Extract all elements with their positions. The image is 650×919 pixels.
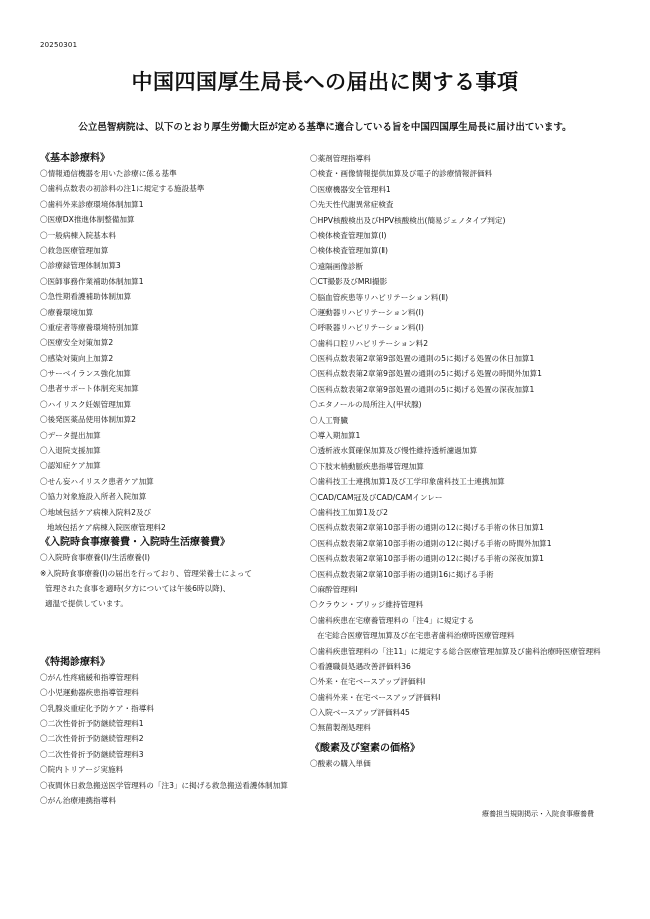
special-item: 〇脳血管疾患等リハビリテーション料(Ⅱ)	[310, 292, 449, 302]
basic-item: 〇療養環境加算	[40, 307, 94, 317]
special-item: 〇二次性骨折予防継続管理料3	[40, 749, 144, 759]
basic-item: 〇ハイリスク妊娠管理加算	[40, 399, 131, 409]
basic-item: 〇一般病棟入院基本料	[40, 230, 116, 240]
basic-item: 〇診療録管理体制加算3	[40, 261, 121, 271]
special-item: 〇検体検査管理加算(Ⅰ)	[310, 230, 387, 240]
special-item: 〇運動器リハビリテーション料(Ⅰ)	[310, 307, 424, 317]
basic-item: 〇急性期看護補助体制加算	[40, 292, 132, 302]
special-item: 〇導入期加算1	[310, 431, 361, 441]
special-item: 〇麻酔管理料Ⅰ	[310, 584, 358, 594]
special-item: 〇検査・画像情報提供加算及び電子的診療情報評価料	[310, 169, 493, 179]
special-item: 〇呼吸器リハビリテーション料(Ⅰ)	[310, 323, 424, 333]
special-item: 〇CAD/CAM冠及びCAD/CAMインレー	[310, 492, 443, 502]
basic-item: 〇後発医薬品使用体制加算2	[40, 415, 136, 425]
special-item: 〇人工腎臓	[310, 415, 348, 425]
basic-item: 〇協力対象施設入所者入院加算	[40, 492, 147, 502]
intro-text: 公立邑智病院は、以下のとおり厚生労働大臣が定める基準に適合している旨を中国四国厚生局長に届け出ています。	[78, 122, 572, 133]
special-item: 〇検体検査管理加算(Ⅱ)	[310, 246, 389, 256]
special-item: 〇がん性疼痛緩和指導管理料	[40, 672, 139, 682]
basic-item: 〇歯科点数表の初診料の注1に規定する施設基準	[40, 184, 205, 194]
special-item: 〇看護職員処遇改善評価料36	[310, 661, 411, 671]
basic-item: 〇医療DX推進体制整備加算	[40, 215, 135, 225]
footer-note: 療養担当規則掲示・入院食事療養費	[482, 810, 594, 818]
basic-item: 〇医療安全対策加算2	[40, 338, 114, 348]
special-item: 〇CT撮影及びMRI撮影	[310, 277, 388, 287]
basic-item: 〇救急医療管理加算	[40, 245, 109, 255]
left-column	[40, 151, 310, 808]
special-item: 〇医科点数表第2章第9部処置の通則の5に掲げる処置の時間外加算1	[310, 369, 542, 379]
basic-item: 〇データ提出加算	[40, 430, 101, 440]
page-title: 中国四国厚生局長への届出に関する事項	[131, 70, 519, 94]
special-item: 〇歯科疾患在宅療養管理料の「注4」に規定する	[310, 615, 475, 625]
special-item: 〇夜間休日救急搬送医学管理料の「注3」に掲げる救急搬送看護体制加算	[40, 780, 288, 790]
basic-item: 〇情報通信機器を用いた診療に係る基準	[40, 169, 177, 178]
special-item: 〇クラウン・ブリッジ維持管理料	[310, 600, 424, 610]
special-item: 〇歯科技工加算1及び2	[310, 507, 389, 517]
special-item: 〇二次性骨折予防継続管理料1	[40, 718, 144, 728]
basic-item: 〇感染対策向上加算2	[40, 353, 114, 363]
meal-heading: 《入院時食事療養費・入院時生活療養費》	[40, 537, 230, 549]
basic-heading: 《基本診療料》	[40, 153, 110, 164]
special-item: 〇無菌製剤処理料	[310, 723, 371, 733]
special-item: 〇入院ベースアップ評価料45	[310, 708, 410, 718]
special-item: 〇医科点数表第2章第10部手術の通則16に掲げる手術	[310, 569, 494, 579]
right-column	[310, 151, 610, 771]
basic-item: 〇歯科外来診療環境体制加算1	[40, 199, 144, 209]
document-date: 20250301	[40, 41, 78, 49]
special-item: 〇先天性代謝異常症検査	[310, 200, 394, 210]
oxygen-heading: 《酸素及び窒素の価格》	[310, 742, 420, 754]
basic-item: 〇入退院支援加算	[40, 446, 101, 456]
special-item: 〇二次性骨折予防継続管理料2	[40, 734, 144, 744]
special-heading: 《特掲診療料》	[40, 656, 110, 668]
special-item: 〇医科点数表第2章第10部手術の通則の12に掲げる手術の時間外加算1	[310, 538, 552, 548]
special-item: 〇医科点数表第2章第9部処置の通則の5に掲げる処置の休日加算1	[310, 354, 535, 364]
special-item: 〇歯科外来・在宅ベースアップ評価料Ⅰ	[310, 692, 441, 702]
special-item: 〇遠隔画像診断	[310, 261, 364, 271]
special-item: 〇医科点数表第2章第9部処置の通則の5に掲げる処置の深夜加算1	[310, 384, 535, 394]
special-item-continuation: 在宅総合医療管理加算及び在宅患者歯科治療時医療管理料	[317, 631, 515, 641]
basic-item: 〇せん妄ハイリスク患者ケア加算	[40, 476, 154, 486]
special-item: 〇HPV核酸検出及びHPV核酸検出(簡易ジェノタイプ判定)	[310, 215, 506, 225]
basic-item: 〇重症者等療養環境特別加算	[40, 322, 139, 332]
basic-item: 〇患者サポート体制充実加算	[40, 384, 139, 394]
special-item: 〇エタノールの局所注入(甲状腺)	[310, 400, 422, 410]
special-item: 〇薬剤管理指導料	[310, 154, 371, 163]
special-item: 〇外来・在宅ベースアップ評価料Ⅰ	[310, 677, 426, 687]
special-item: 〇歯科口腔リハビリテーション料2	[310, 338, 429, 348]
special-item: 〇透析液水質確保加算及び慢性維持透析濾過加算	[310, 446, 478, 456]
meal-item: 〇入院時食事療養(Ⅰ)/生活療養(Ⅰ)	[40, 553, 151, 563]
special-item: 〇歯科疾患管理料の「注11」に規定する総合医療管理加算及び歯科治療時医療管理料	[310, 646, 601, 656]
special-item: 〇医療機器安全管理料1	[310, 184, 391, 194]
special-item: 〇歯科技工士連携加算1及び工学印象歯科技工士連携加算	[310, 477, 505, 487]
basic-item-continuation: 地域包括ケア病棟入院医療管理料2	[47, 522, 166, 532]
special-item: 〇医科点数表第2章第10部手術の通則の12に掲げる手術の休日加算1	[310, 523, 545, 533]
special-item: 〇乳腺炎重症化予防ケア・指導料	[40, 703, 154, 713]
special-item: 〇小児運動器疾患指導管理料	[40, 688, 139, 698]
special-item: 〇下肢末梢動脈疾患指導管理加算	[310, 461, 424, 471]
special-item: 〇がん治療連携指導料	[40, 795, 116, 805]
basic-item: 〇サーベイランス強化加算	[40, 369, 131, 379]
basic-item: 〇認知症ケア加算	[40, 461, 101, 471]
basic-item: 〇医師事務作業補助体制加算1	[40, 276, 144, 286]
meal-note: 適温で提供しています。	[45, 598, 128, 608]
meal-note: ※入院時食事療養(Ⅰ)の届出を行っており、管理栄養士によって	[40, 568, 252, 578]
meal-note: 管理された食事を適時(夕方については午後6時以降)、	[45, 583, 231, 593]
special-item: 〇医科点数表第2章第10部手術の通則の12に掲げる手術の深夜加算1	[310, 554, 545, 564]
special-item: 〇院内トリアージ実施料	[40, 765, 124, 775]
basic-item: 〇地域包括ケア病棟入院料2及び	[40, 507, 152, 517]
oxygen-item: 〇酸素の購入単価	[310, 758, 371, 768]
